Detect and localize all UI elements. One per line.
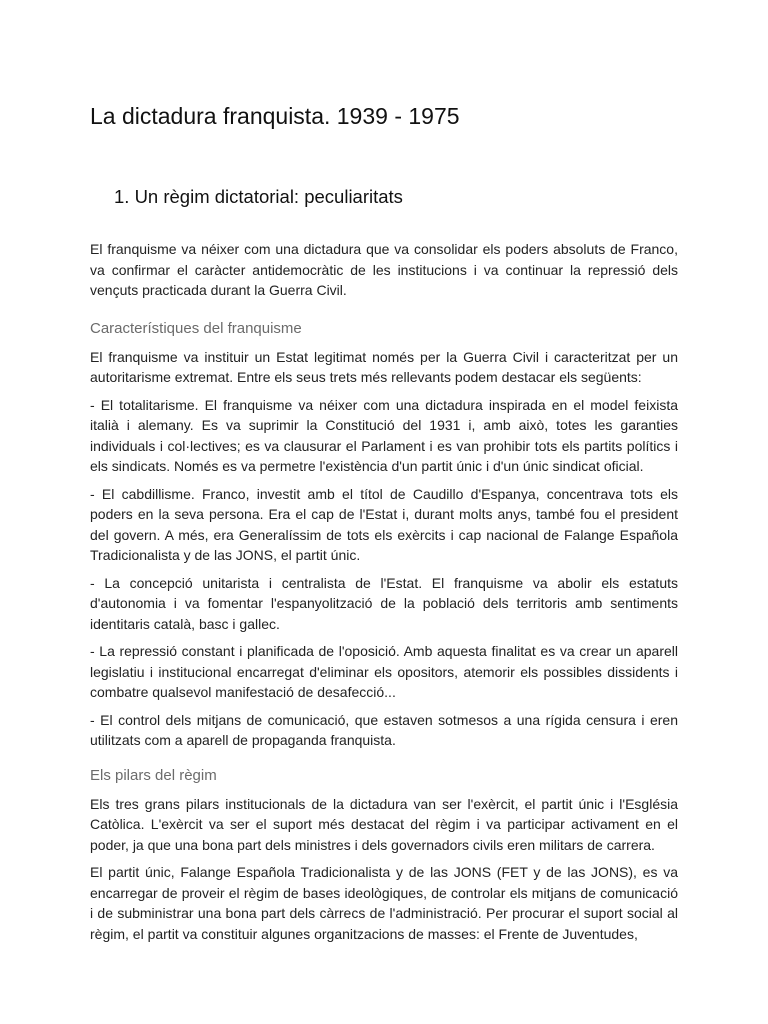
document-title: La dictadura franquista. 1939 - 1975 — [90, 103, 460, 129]
intro-paragraph: El franquisme va néixer com una dictadura que va consolidar els poders absoluts de Franco, va confirmar el caràcter antidemocràtic de les institucions i va continuar la repressió dels vençuts practicada durant la Guerra Civil. — [90, 241, 678, 298]
list-item-caudillism: - El cabdillisme. Franco, investit amb el títol de Caudillo d'Espanya, concentrava tots els poders en la seva persona. Era el cap de l'Estat i, durant molts anys, també fou el president del govern. A més, era Generalíssim de tots els exèrcits i cap nacional de Falange Española Tradicionalista y de las JONS, el partit únic. — [90, 485, 678, 563]
body-paragraph: Els tres grans pilars institucionals de la dictadura van ser l'exèrcit, el partit únic i l'Església Catòlica. L'exèrcit va ser el suport més destacat del règim i va participar activament en el poder, ja que una bona part dels ministres i dels governadors civils eren militars de carrera. — [90, 795, 678, 853]
body-paragraph: El partit únic, Falange Española Tradicionalista y de las JONS (FET y de las JONS), es va encarregar de proveir el règim de bases ideològiques, de controlar els mitjans de comunicació i de subministrar una bona part dels càrrecs de l'administració. Per procurar el suport social al règim, el partit va constituir algunes organitzacions de masses: el Frente de Juventudes, — [90, 864, 678, 942]
characteristics-subheading: Característiques del franquisme — [90, 319, 302, 337]
list-item-repression: - La repressió constant i planificada de l'oposició. Amb aquesta finalitat es va crear un aparell legislatiu i institucional encarregat d'eliminar els opositors, atemorir els possibles dissidents i combatre qualsevol manifestació de desafecció... — [90, 643, 678, 700]
list-item-totalitarianism: - El totalitarisme. El franquisme va néixer com una dictadura inspirada en el model feixista italià i alemany. Es va suprimir la Constitució del 1931 i, amb això, totes les garanties individuals i col·lectives; es va clausurar el Parlament i es van prohibir tots els partits polítics i els sindicats. Només es va permetre l'existència d'un partit únic i d'un únic sindicat oficial. — [90, 396, 678, 474]
section-heading: 1. Un règim dictatorial: peculiaritats — [114, 186, 403, 207]
pillars-subheading: Els pilars del règim — [90, 766, 217, 784]
body-paragraph: El franquisme va instituir un Estat legitimat només per la Guerra Civil i caracteritzat per un autoritarisme extremat. Entre els seus trets més rellevants podem destacar els següents: — [90, 348, 678, 385]
list-item-centralism: - La concepció unitarista i centralista de l'Estat. El franquisme va abolir els estatuts d'autonomia i va fomentar l'espanyolització de la població dels territoris amb sentiments identitaris català, basc i gallec. — [90, 574, 678, 632]
list-item-media-control: - El control dels mitjans de comunicació, que estaven sotmesos a una rígida censura i eren utilitzats com a aparell de propaganda franquista. — [90, 711, 678, 748]
